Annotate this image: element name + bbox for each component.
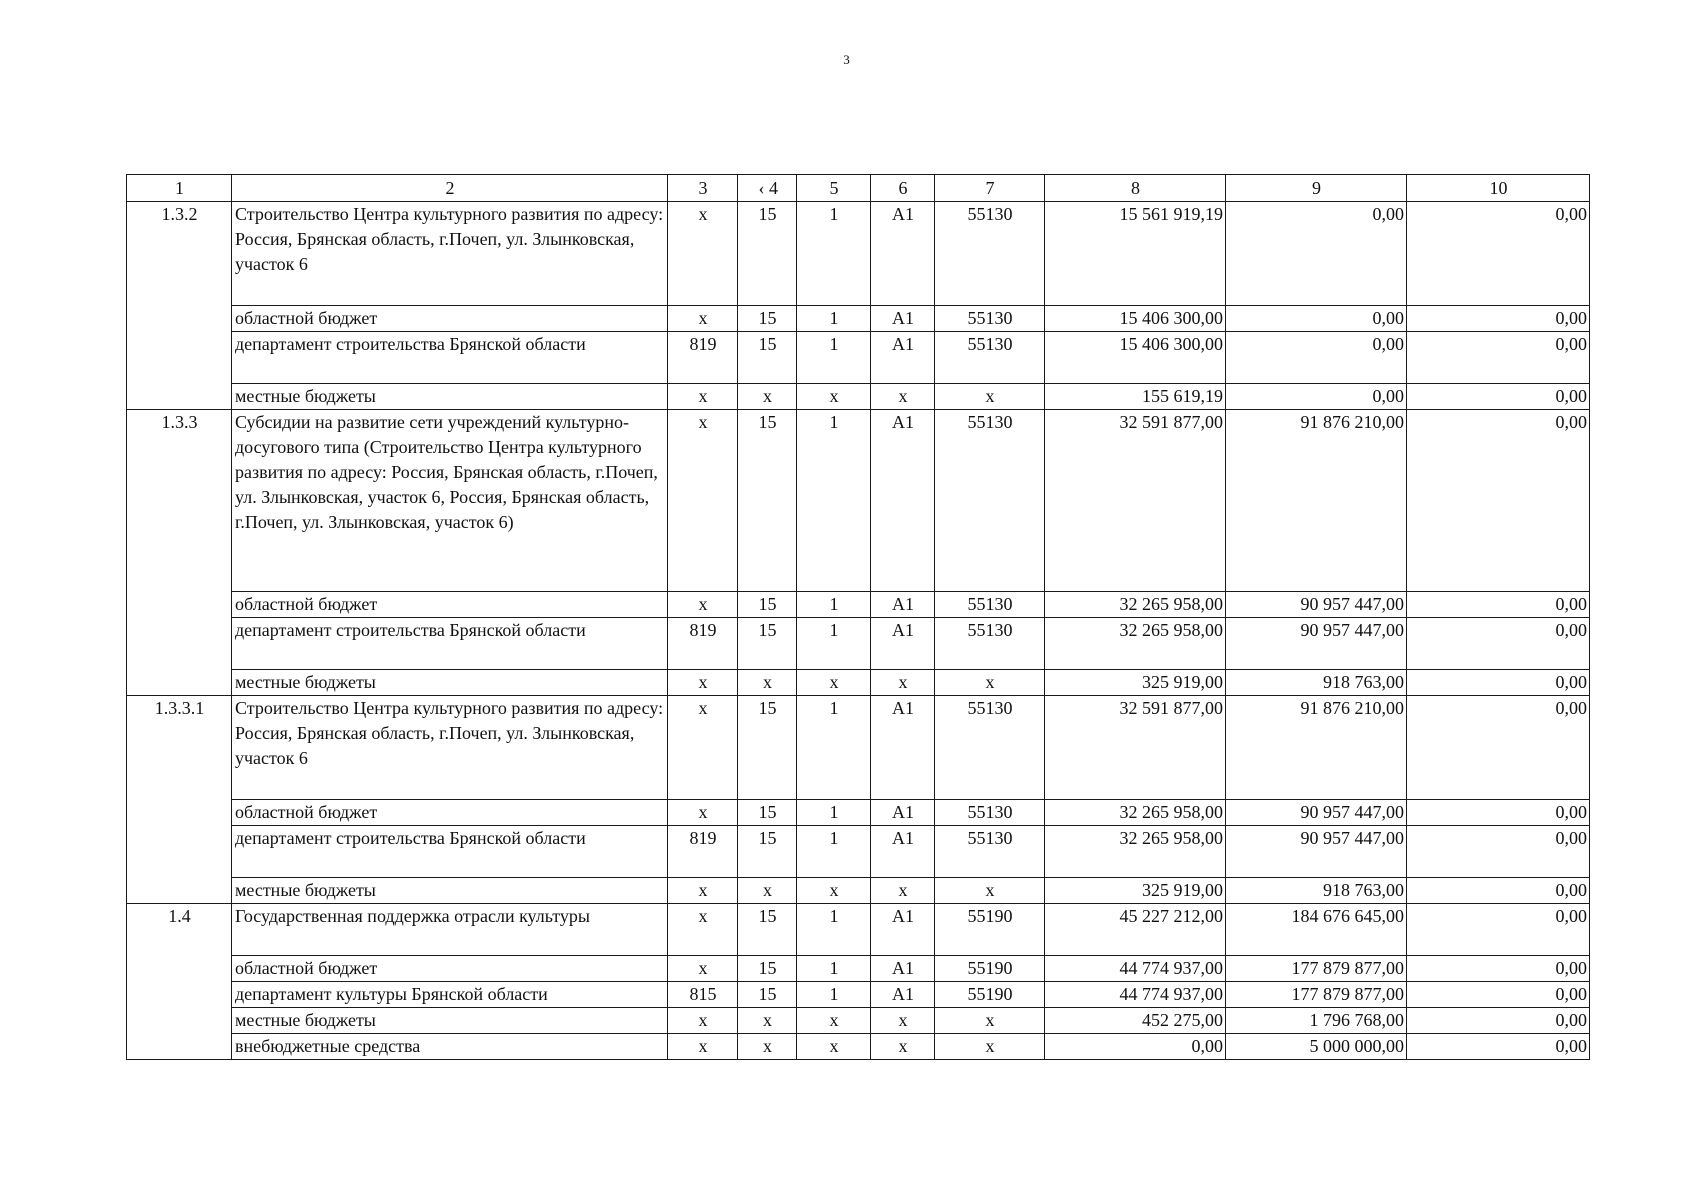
col8-amount-cell: 44 774 937,00 [1045,956,1226,982]
item-name-cell: департамент строительства Брянской области [232,826,668,878]
item-name-cell: внебюджетные средства [232,1034,668,1060]
col3-cell: x [668,956,738,982]
col3-cell: x [668,878,738,904]
col3-cell: 819 [668,332,738,384]
col9-amount-cell: 0,00 [1226,332,1407,384]
col4-cell: x [738,1034,797,1060]
header-cell: 10 [1407,175,1590,202]
item-name-cell: областной бюджет [232,800,668,826]
header-cell: ‹ 4 [738,175,797,202]
col5-cell: 1 [797,410,871,592]
col5-cell: 1 [797,956,871,982]
col9-amount-cell: 90 957 447,00 [1226,826,1407,878]
col9-amount-cell: 90 957 447,00 [1226,618,1407,670]
header-row [127,175,1590,202]
col5-cell: x [797,670,871,696]
col6-cell: x [871,670,935,696]
col8-amount-cell: 32 265 958,00 [1045,826,1226,878]
item-name-cell: Строительство Центра культурного развития по адресу: Россия, Брянская область, г.Почеп, ул. Злынковская, участок 6 [232,696,668,800]
col6-cell: x [871,1034,935,1060]
col8-amount-cell: 155 619,19 [1045,384,1226,410]
col3-cell: x [668,306,738,332]
col4-cell: x [738,670,797,696]
col3-cell: x [668,202,738,306]
table-row [127,696,1590,800]
col8-amount-cell: 15 406 300,00 [1045,306,1226,332]
item-name-cell: Субсидии на развитие сети учреждений культурно-досугового типа (Строительство Центра культурного развития по адресу: Россия, Брянская область, г.Почеп, ул. Злынковская, участок 6, Россия, Брянская область, г.Почеп, ул. Злынковская, участок 6) [232,410,668,592]
header-cell: 6 [871,175,935,202]
col5-cell: x [797,1008,871,1034]
col4-cell: 15 [738,982,797,1008]
col9-amount-cell: 91 876 210,00 [1226,410,1407,592]
col7-cell: 55190 [935,982,1045,1008]
col10-amount-cell: 0,00 [1407,878,1590,904]
page-number: 3 [843,52,850,67]
col3-cell: x [668,670,738,696]
item-name-cell: областной бюджет [232,592,668,618]
col10-amount-cell: 0,00 [1407,202,1590,306]
table-row [127,670,1590,696]
col7-cell: 55130 [935,826,1045,878]
item-name-cell: местные бюджеты [232,878,668,904]
item-name-cell: областной бюджет [232,956,668,982]
header-cell: 3 [668,175,738,202]
item-number-cell: 1.4 [127,904,232,1060]
col7-cell: 55130 [935,618,1045,670]
item-name-cell: Строительство Центра культурного развития по адресу: Россия, Брянская область, г.Почеп, ул. Злынковская, участок 6 [232,202,668,306]
col10-amount-cell: 0,00 [1407,982,1590,1008]
col4-cell: 15 [738,826,797,878]
item-name-cell: местные бюджеты [232,1008,668,1034]
col3-cell: x [668,1008,738,1034]
table-row [127,982,1590,1008]
col9-amount-cell: 0,00 [1226,384,1407,410]
col7-cell: x [935,1034,1045,1060]
col10-amount-cell: 0,00 [1407,800,1590,826]
col8-amount-cell: 32 265 958,00 [1045,618,1226,670]
col7-cell: 55130 [935,306,1045,332]
header-cell: 8 [1045,175,1226,202]
item-number-cell: 1.3.3.1 [127,696,232,904]
col6-cell: А1 [871,956,935,982]
col9-amount-cell: 0,00 [1226,202,1407,306]
col6-cell: А1 [871,982,935,1008]
col9-amount-cell: 90 957 447,00 [1226,592,1407,618]
item-name-cell: Государственная поддержка отрасли культуры [232,904,668,956]
item-name-cell: департамент культуры Брянской области [232,982,668,1008]
col5-cell: 1 [797,800,871,826]
col8-amount-cell: 325 919,00 [1045,878,1226,904]
table-row [127,1034,1590,1060]
col4-cell: 15 [738,904,797,956]
col4-cell: x [738,878,797,904]
col5-cell: 1 [797,306,871,332]
table-row [127,592,1590,618]
col10-amount-cell: 0,00 [1407,1034,1590,1060]
col8-amount-cell: 32 591 877,00 [1045,410,1226,592]
col6-cell: А1 [871,410,935,592]
col6-cell: А1 [871,800,935,826]
header-cell: 1 [127,175,232,202]
col6-cell: x [871,384,935,410]
col10-amount-cell: 0,00 [1407,592,1590,618]
col10-amount-cell: 0,00 [1407,410,1590,592]
col4-cell: 15 [738,956,797,982]
col4-cell: 15 [738,332,797,384]
table-row [127,826,1590,878]
col4-cell: 15 [738,696,797,800]
col10-amount-cell: 0,00 [1407,956,1590,982]
col7-cell: 55130 [935,592,1045,618]
col9-amount-cell: 918 763,00 [1226,878,1407,904]
col5-cell: 1 [797,826,871,878]
col7-cell: 55190 [935,904,1045,956]
col8-amount-cell: 452 275,00 [1045,1008,1226,1034]
col9-amount-cell: 918 763,00 [1226,670,1407,696]
col7-cell: 55130 [935,202,1045,306]
col7-cell: x [935,670,1045,696]
col10-amount-cell: 0,00 [1407,696,1590,800]
col9-amount-cell: 177 879 877,00 [1226,956,1407,982]
table-row [127,956,1590,982]
col4-cell: 15 [738,410,797,592]
col6-cell: А1 [871,826,935,878]
col6-cell: А1 [871,618,935,670]
col9-amount-cell: 5 000 000,00 [1226,1034,1407,1060]
col8-amount-cell: 15 561 919,19 [1045,202,1226,306]
col4-cell: x [738,1008,797,1034]
table-row [127,410,1590,592]
item-number-cell: 1.3.2 [127,202,232,410]
col9-amount-cell: 90 957 447,00 [1226,800,1407,826]
table-row [127,332,1590,384]
col10-amount-cell: 0,00 [1407,384,1590,410]
col4-cell: 15 [738,800,797,826]
col5-cell: 1 [797,696,871,800]
col8-amount-cell: 44 774 937,00 [1045,982,1226,1008]
col3-cell: x [668,592,738,618]
col8-amount-cell: 325 919,00 [1045,670,1226,696]
col8-amount-cell: 32 265 958,00 [1045,592,1226,618]
col10-amount-cell: 0,00 [1407,670,1590,696]
col3-cell: 815 [668,982,738,1008]
col8-amount-cell: 32 591 877,00 [1045,696,1226,800]
col6-cell: А1 [871,696,935,800]
col6-cell: А1 [871,202,935,306]
col6-cell: А1 [871,592,935,618]
col9-amount-cell: 0,00 [1226,306,1407,332]
table-row [127,202,1590,306]
col3-cell: x [668,384,738,410]
col10-amount-cell: 0,00 [1407,904,1590,956]
col7-cell: x [935,384,1045,410]
col8-amount-cell: 0,00 [1045,1034,1226,1060]
col4-cell: 15 [738,202,797,306]
col9-amount-cell: 91 876 210,00 [1226,696,1407,800]
item-name-cell: местные бюджеты [232,670,668,696]
col5-cell: 1 [797,904,871,956]
col7-cell: 55130 [935,696,1045,800]
col6-cell: А1 [871,904,935,956]
col7-cell: x [935,878,1045,904]
table-row [127,800,1590,826]
col7-cell: 55190 [935,956,1045,982]
col5-cell: x [797,878,871,904]
col5-cell: 1 [797,202,871,306]
col7-cell: 55130 [935,410,1045,592]
header-cell: 9 [1226,175,1407,202]
item-name-cell: департамент строительства Брянской области [232,618,668,670]
col5-cell: x [797,1034,871,1060]
table-row [127,306,1590,332]
col6-cell: x [871,878,935,904]
col4-cell: 15 [738,592,797,618]
col10-amount-cell: 0,00 [1407,618,1590,670]
col10-amount-cell: 0,00 [1407,1008,1590,1034]
col7-cell: 55130 [935,332,1045,384]
col9-amount-cell: 184 676 645,00 [1226,904,1407,956]
header-cell: 2 [232,175,668,202]
col3-cell: x [668,800,738,826]
col9-amount-cell: 1 796 768,00 [1226,1008,1407,1034]
col8-amount-cell: 45 227 212,00 [1045,904,1226,956]
col5-cell: 1 [797,592,871,618]
item-name-cell: департамент строительства Брянской области [232,332,668,384]
col10-amount-cell: 0,00 [1407,826,1590,878]
col10-amount-cell: 0,00 [1407,332,1590,384]
col3-cell: 819 [668,618,738,670]
table-row [127,384,1590,410]
col8-amount-cell: 32 265 958,00 [1045,800,1226,826]
col7-cell: 55130 [935,800,1045,826]
col10-amount-cell: 0,00 [1407,306,1590,332]
col9-amount-cell: 177 879 877,00 [1226,982,1407,1008]
col3-cell: x [668,1034,738,1060]
col6-cell: А1 [871,332,935,384]
col3-cell: x [668,410,738,592]
table-body [127,202,1590,1060]
col5-cell: 1 [797,618,871,670]
item-name-cell: областной бюджет [232,306,668,332]
col5-cell: 1 [797,982,871,1008]
table-row [127,1008,1590,1034]
col6-cell: А1 [871,306,935,332]
table-row [127,904,1590,956]
col4-cell: 15 [738,618,797,670]
budget-table [126,174,1590,1060]
item-name-cell: местные бюджеты [232,384,668,410]
col3-cell: x [668,904,738,956]
col4-cell: 15 [738,306,797,332]
col3-cell: 819 [668,826,738,878]
table-row [127,618,1590,670]
header-cell: 7 [935,175,1045,202]
col4-cell: x [738,384,797,410]
item-number-cell: 1.3.3 [127,410,232,696]
col3-cell: x [668,696,738,800]
header-cell: 5 [797,175,871,202]
col5-cell: 1 [797,332,871,384]
col5-cell: x [797,384,871,410]
col6-cell: x [871,1008,935,1034]
col8-amount-cell: 15 406 300,00 [1045,332,1226,384]
table-row [127,878,1590,904]
col7-cell: x [935,1008,1045,1034]
